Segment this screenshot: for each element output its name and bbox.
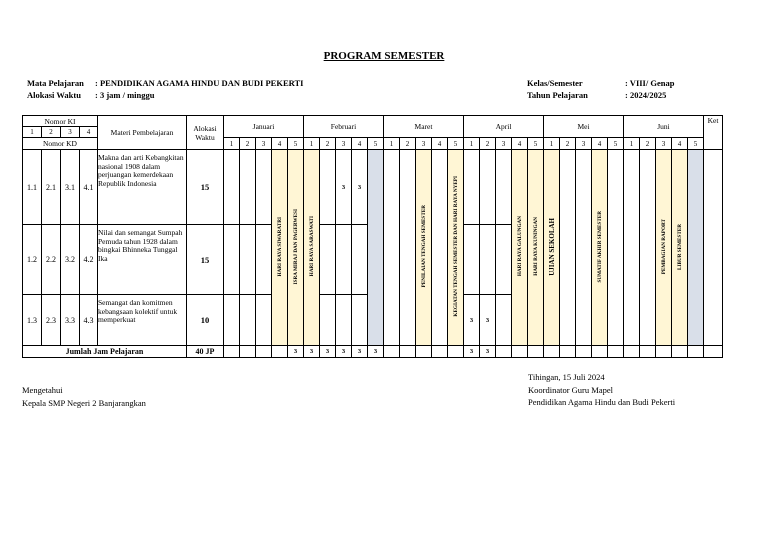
week-number: 4 bbox=[672, 138, 688, 150]
week-cell bbox=[224, 150, 240, 225]
week-number: 1 bbox=[464, 138, 480, 150]
month-header: Juni bbox=[624, 116, 704, 138]
week-number: 1 bbox=[224, 138, 240, 150]
kd-number: 4.3 bbox=[80, 295, 98, 346]
tahun-label: Tahun Pelajaran bbox=[527, 90, 588, 100]
total-value: 40 JP bbox=[187, 346, 224, 358]
week-cell bbox=[624, 346, 640, 358]
week-number: 2 bbox=[480, 138, 496, 150]
ket-cell bbox=[704, 346, 723, 358]
week-number: 4 bbox=[432, 138, 448, 150]
kelas-label: Kelas/Semester bbox=[527, 78, 583, 88]
mapel-label: Mata Pelajaran bbox=[27, 78, 84, 88]
week-cell bbox=[608, 346, 624, 358]
sign-left bbox=[22, 384, 146, 409]
kd-number: 2.3 bbox=[42, 295, 61, 346]
event-label: PENILAIAN TENGAH SEMESTER bbox=[420, 205, 427, 288]
week-cell bbox=[496, 295, 512, 346]
week-cell bbox=[256, 295, 272, 346]
alokasi-value: 15 bbox=[187, 150, 224, 225]
week-number: 4 bbox=[512, 138, 528, 150]
week-cell bbox=[592, 150, 608, 346]
week-number: 4 bbox=[592, 138, 608, 150]
sign-left-line1: Mengetahui bbox=[22, 385, 63, 395]
week-cell bbox=[224, 346, 240, 358]
ket-cell bbox=[704, 150, 723, 346]
week-cell bbox=[512, 346, 528, 358]
header-left bbox=[27, 77, 303, 101]
week-number: 5 bbox=[288, 138, 304, 150]
week-cell bbox=[576, 346, 592, 358]
week-cell bbox=[240, 346, 256, 358]
hours-total: 3 bbox=[320, 346, 336, 358]
week-cell bbox=[592, 346, 608, 358]
week-cell bbox=[640, 346, 656, 358]
month-header: Februari bbox=[304, 116, 384, 138]
week-cell bbox=[304, 150, 320, 346]
week-cell bbox=[256, 346, 272, 358]
sign-right-line1: Tihingan, 15 Juli 2024 bbox=[528, 372, 605, 382]
ki-number: 2 bbox=[42, 127, 61, 138]
hours-value: 3 bbox=[336, 150, 352, 225]
event-label: HARI RAYA SARASWATI bbox=[308, 216, 315, 277]
week-cell bbox=[656, 346, 672, 358]
week-cell bbox=[656, 150, 672, 346]
week-number: 4 bbox=[272, 138, 288, 150]
week-number: 4 bbox=[352, 138, 368, 150]
hours-total: 3 bbox=[464, 346, 480, 358]
week-number: 3 bbox=[656, 138, 672, 150]
week-cell bbox=[560, 346, 576, 358]
header-right bbox=[527, 77, 674, 101]
hours-value: 3 bbox=[352, 150, 368, 225]
nomor-ki-header: Nomor KI bbox=[23, 116, 98, 127]
event-label: UJIAN SEKOLAH bbox=[547, 217, 556, 276]
week-cell bbox=[336, 295, 352, 346]
kd-number: 3.3 bbox=[61, 295, 80, 346]
hours-total: 3 bbox=[288, 346, 304, 358]
week-number: 1 bbox=[304, 138, 320, 150]
week-cell bbox=[240, 150, 256, 225]
materi-text: Makna dan arti Kebangkitan nasional 1908 dalam perjuangan kemerdekaan Republik Indonesia bbox=[98, 150, 187, 225]
event-label: SUMATIF AKHIR SEMESTER bbox=[596, 210, 603, 283]
week-cell bbox=[608, 150, 624, 346]
alokasi-label: Alokasi Waktu bbox=[27, 90, 81, 100]
week-cell bbox=[240, 295, 256, 346]
kd-number: 1.3 bbox=[23, 295, 42, 346]
month-header: Mei bbox=[544, 116, 624, 138]
week-cell bbox=[320, 225, 336, 295]
week-cell bbox=[496, 346, 512, 358]
kelas-value: : VIII/ Genap bbox=[625, 78, 675, 88]
week-number: 2 bbox=[320, 138, 336, 150]
event-label: HARI RAYA KUNINGAN bbox=[532, 217, 539, 276]
week-number: 3 bbox=[576, 138, 592, 150]
week-number: 2 bbox=[640, 138, 656, 150]
week-cell bbox=[400, 150, 416, 346]
sign-right bbox=[528, 371, 675, 409]
kd-number: 3.1 bbox=[61, 150, 80, 225]
week-cell bbox=[432, 150, 448, 346]
week-cell bbox=[560, 150, 576, 346]
week-cell bbox=[432, 346, 448, 358]
week-cell bbox=[448, 150, 464, 346]
week-number: 3 bbox=[416, 138, 432, 150]
week-cell bbox=[528, 346, 544, 358]
week-cell bbox=[352, 295, 368, 346]
kd-number: 4.2 bbox=[80, 225, 98, 295]
week-cell bbox=[384, 150, 400, 346]
week-number: 2 bbox=[560, 138, 576, 150]
week-cell bbox=[512, 150, 528, 346]
week-number: 3 bbox=[336, 138, 352, 150]
ki-number: 4 bbox=[80, 127, 98, 138]
alokasi-value: 15 bbox=[187, 225, 224, 295]
week-cell bbox=[688, 150, 704, 346]
nomor-kd-header: Nomor KD bbox=[23, 138, 98, 150]
week-number: 5 bbox=[448, 138, 464, 150]
week-cell bbox=[496, 150, 512, 225]
week-cell bbox=[688, 346, 704, 358]
week-number: 5 bbox=[688, 138, 704, 150]
week-cell bbox=[400, 346, 416, 358]
hours-total: 3 bbox=[368, 346, 384, 358]
week-number: 5 bbox=[368, 138, 384, 150]
week-cell bbox=[464, 150, 480, 225]
mapel-value: : PENDIDIKAN AGAMA HINDU DAN BUDI PEKERTI bbox=[95, 78, 304, 88]
week-cell bbox=[272, 346, 288, 358]
week-cell bbox=[256, 225, 272, 295]
week-cell bbox=[544, 346, 560, 358]
week-cell bbox=[464, 225, 480, 295]
hours-total: 3 bbox=[304, 346, 320, 358]
alokasi-value: 10 bbox=[187, 295, 224, 346]
kd-number: 3.2 bbox=[61, 225, 80, 295]
week-cell bbox=[576, 150, 592, 346]
week-number: 1 bbox=[624, 138, 640, 150]
materi-text: Semangat dan komitmen kebangsaan kolektif untuk memperkuat bbox=[98, 295, 187, 346]
sign-right-line3: Pendidikan Agama Hindu dan Budi Pekerti bbox=[528, 397, 676, 407]
week-cell bbox=[336, 225, 352, 295]
event-label: ISRA MIRAJ DAN PAGERWESI bbox=[292, 208, 299, 285]
week-cell bbox=[672, 346, 688, 358]
kd-number: 2.1 bbox=[42, 150, 61, 225]
ket-header: Ket bbox=[704, 116, 723, 150]
week-cell bbox=[416, 346, 432, 358]
week-cell bbox=[352, 225, 368, 295]
event-label: LIBUR SEMESTER bbox=[676, 223, 683, 270]
week-number: 3 bbox=[496, 138, 512, 150]
kd-number: 2.2 bbox=[42, 225, 61, 295]
page-title: PROGRAM SEMESTER bbox=[323, 50, 445, 62]
hours-total: 3 bbox=[480, 346, 496, 358]
tahun-value: : 2024/2025 bbox=[625, 90, 667, 100]
materi-header: Materi Pembelajaran bbox=[98, 116, 187, 150]
month-header: Maret bbox=[384, 116, 464, 138]
alokasi-header: Alokasi Waktu bbox=[187, 116, 224, 150]
materi-text: Nilai dan semangat Sumpah Pemuda tahun 1928 dalam bingkai Bhinneka Tunggal Ika bbox=[98, 225, 187, 295]
week-cell bbox=[480, 150, 496, 225]
week-cell bbox=[640, 150, 656, 346]
week-cell bbox=[320, 150, 336, 225]
hours-total: 3 bbox=[352, 346, 368, 358]
semester-table bbox=[22, 115, 723, 358]
ki-number: 1 bbox=[23, 127, 42, 138]
week-number: 5 bbox=[608, 138, 624, 150]
week-number: 2 bbox=[400, 138, 416, 150]
sign-left-line2: Kepala SMP Negeri 2 Banjarangkan bbox=[22, 397, 146, 408]
week-cell bbox=[272, 150, 288, 346]
week-cell bbox=[288, 150, 304, 346]
week-number: 5 bbox=[528, 138, 544, 150]
sign-right-line2: Koordinator Guru Mapel bbox=[528, 384, 613, 395]
ki-number: 3 bbox=[61, 127, 80, 138]
kd-number: 4.1 bbox=[80, 150, 98, 225]
kd-number: 1.2 bbox=[23, 225, 42, 295]
event-label: HARI RAYA GALUNGAN bbox=[516, 216, 523, 277]
event-label: HARI RAYA SIWARATRI bbox=[276, 216, 283, 277]
week-cell bbox=[384, 346, 400, 358]
hours-total: 3 bbox=[336, 346, 352, 358]
hours-value: 3 bbox=[464, 295, 480, 346]
week-cell bbox=[480, 225, 496, 295]
week-cell bbox=[624, 150, 640, 346]
week-cell bbox=[320, 295, 336, 346]
event-label: PEMBAGIAN RAPORT bbox=[660, 218, 667, 275]
week-number: 1 bbox=[384, 138, 400, 150]
week-number: 2 bbox=[240, 138, 256, 150]
kd-number: 1.1 bbox=[23, 150, 42, 225]
week-cell bbox=[544, 150, 560, 346]
week-number: 1 bbox=[544, 138, 560, 150]
alokasi-value: : 3 jam / minggu bbox=[95, 90, 155, 100]
hours-value: 3 bbox=[480, 295, 496, 346]
week-cell bbox=[240, 225, 256, 295]
week-cell bbox=[368, 150, 384, 346]
month-header: April bbox=[464, 116, 544, 138]
month-header: Januari bbox=[224, 116, 304, 138]
week-cell bbox=[224, 225, 240, 295]
week-cell bbox=[496, 225, 512, 295]
week-cell bbox=[672, 150, 688, 346]
week-cell bbox=[256, 150, 272, 225]
event-label: KEGIATAN TENGAH SEMESTER DAN HARI RAYA NYEPI bbox=[452, 176, 459, 317]
total-label: Jumlah Jam Pelajaran bbox=[23, 346, 187, 358]
week-number: 3 bbox=[256, 138, 272, 150]
week-cell bbox=[448, 346, 464, 358]
week-cell bbox=[416, 150, 432, 346]
week-cell bbox=[528, 150, 544, 346]
week-cell bbox=[224, 295, 240, 346]
